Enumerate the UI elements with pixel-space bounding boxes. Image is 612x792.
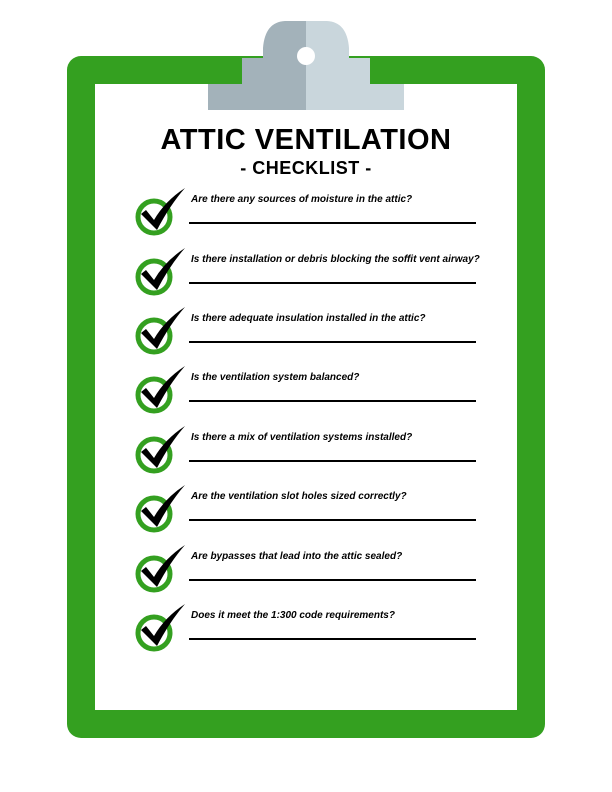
checklist-item — [0, 426, 612, 486]
checkmark-icon — [130, 366, 190, 416]
checklist-item — [0, 307, 612, 367]
checkmark-icon — [130, 545, 190, 595]
checklist-item — [0, 248, 612, 308]
checklist-question: Is there adequate insulation installed in the attic? — [191, 313, 426, 324]
checkmark-icon — [130, 426, 190, 476]
checkmark-icon — [130, 485, 190, 535]
checklist-question: Is there installation or debris blocking the soffit vent airway? — [191, 254, 480, 265]
checkmark-icon — [130, 188, 190, 238]
checklist-item — [0, 188, 612, 248]
answer-line[interactable] — [189, 282, 476, 284]
checklist-item — [0, 366, 612, 426]
checkmark-icon — [130, 307, 190, 357]
clip-left-half — [208, 21, 306, 110]
clip-hole — [297, 47, 315, 65]
answer-line[interactable] — [189, 519, 476, 521]
checkmark-icon — [130, 604, 190, 654]
checklist-item — [0, 485, 612, 545]
answer-line[interactable] — [189, 579, 476, 581]
answer-line[interactable] — [189, 341, 476, 343]
answer-line[interactable] — [189, 222, 476, 224]
checklist-item — [0, 545, 612, 605]
checklist-item — [0, 604, 612, 664]
page-subtitle: - CHECKLIST - — [240, 158, 372, 178]
checkmark-icon — [130, 248, 190, 298]
answer-line[interactable] — [189, 400, 476, 402]
checklist-question: Are there any sources of moisture in the attic? — [191, 194, 413, 205]
checklist-question: Are the ventilation slot holes sized correctly? — [191, 491, 407, 502]
answer-line[interactable] — [189, 638, 476, 640]
clip-right-half — [306, 21, 404, 110]
answer-line[interactable] — [189, 460, 476, 462]
page-title: ATTIC VENTILATION — [160, 124, 452, 156]
checklist-question: Are bypasses that lead into the attic sealed? — [191, 551, 403, 562]
checklist-question: Is the ventilation system balanced? — [191, 372, 360, 383]
clipboard-clip-icon — [0, 0, 612, 120]
checklist-question: Does it meet the 1:300 code requirements? — [191, 610, 395, 621]
checklist-question: Is there a mix of ventilation systems installed? — [191, 432, 413, 443]
